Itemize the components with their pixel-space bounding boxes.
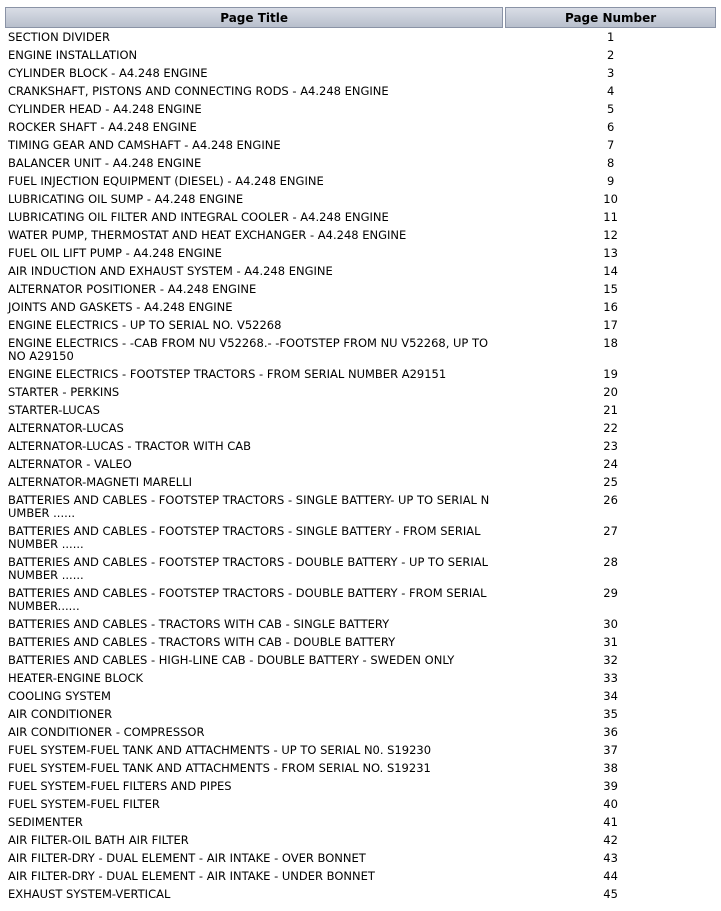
page-number-cell: 41	[603, 815, 618, 829]
column-header-page-title[interactable]: Page Title	[5, 7, 503, 28]
page-title-cell[interactable]: AIR CONDITIONER - COMPRESSOR	[8, 725, 205, 739]
page-title-cell[interactable]: STARTER-LUCAS	[8, 403, 100, 417]
table-row[interactable]	[5, 743, 716, 759]
page-number-cell: 16	[603, 300, 618, 314]
page-title-cell[interactable]: FUEL SYSTEM-FUEL TANK AND ATTACHMENTS - FROM SERIAL NO. S19231	[8, 761, 431, 775]
table-row[interactable]	[5, 156, 716, 172]
table-body	[5, 30, 716, 903]
page-title-cell[interactable]: ALTERNATOR POSITIONER - A4.248 ENGINE	[8, 282, 257, 296]
page-title-cell[interactable]: AIR INDUCTION AND EXHAUST SYSTEM - A4.248 ENGINE	[8, 264, 333, 278]
page-title-cell[interactable]: CRANKSHAFT, PISTONS AND CONNECTING RODS - A4.248 ENGINE	[8, 84, 389, 98]
page-title-cell[interactable]: BALANCER UNIT - A4.248 ENGINE	[8, 156, 202, 170]
table-row[interactable]	[5, 138, 716, 154]
page-number-cell: 10	[603, 192, 618, 206]
page-title-cell[interactable]: SECTION DIVIDER	[8, 30, 110, 44]
table-row[interactable]	[5, 228, 716, 244]
page-title-cell[interactable]: BATTERIES AND CABLES - FOOTSTEP TRACTORS - DOUBLE BATTERY - FROM SERIAL NUMBER......	[8, 586, 487, 613]
table-row[interactable]	[5, 210, 716, 226]
table-row[interactable]	[5, 797, 716, 813]
page-title-cell[interactable]: ENGINE INSTALLATION	[8, 48, 138, 62]
table-row[interactable]	[5, 555, 716, 584]
page-number-cell: 33	[603, 671, 618, 685]
page-number-cell: 30	[603, 617, 618, 631]
table-row[interactable]	[5, 385, 716, 401]
page-number-cell: 35	[603, 707, 618, 721]
page-title-cell[interactable]: STARTER - PERKINS	[8, 385, 120, 399]
page-number-cell: 13	[603, 246, 618, 260]
table-row[interactable]	[5, 653, 716, 669]
page-number-cell: 43	[603, 851, 618, 865]
page-number-cell: 24	[603, 457, 618, 471]
page-number-cell: 26	[603, 493, 618, 507]
table-row[interactable]	[5, 671, 716, 687]
page-title-cell[interactable]: FUEL SYSTEM-FUEL TANK AND ATTACHMENTS - UP TO SERIAL N0. S19230	[8, 743, 432, 757]
table-row[interactable]	[5, 367, 716, 383]
page-title-cell[interactable]: AIR FILTER-OIL BATH AIR FILTER	[8, 833, 189, 847]
table-row[interactable]	[5, 192, 716, 208]
column-header-page-number[interactable]: Page Number	[505, 7, 716, 28]
page-number-cell: 5	[606, 102, 615, 116]
page-number-cell: 22	[603, 421, 618, 435]
page-number-cell: 45	[603, 887, 618, 901]
page-title-cell[interactable]: FUEL SYSTEM-FUEL FILTER	[8, 797, 160, 811]
page-title-cell[interactable]: LUBRICATING OIL FILTER AND INTEGRAL COOLER - A4.248 ENGINE	[8, 210, 389, 224]
table-row[interactable]	[5, 403, 716, 419]
table-row[interactable]	[5, 48, 716, 64]
page-number-cell: 38	[603, 761, 618, 775]
page-number-cell: 14	[603, 264, 618, 278]
page-title-cell[interactable]: BATTERIES AND CABLES - FOOTSTEP TRACTORS - SINGLE BATTERY- UP TO SERIAL N UMBER ......	[8, 493, 490, 520]
page-title-cell[interactable]: AIR FILTER-DRY - DUAL ELEMENT - AIR INTAKE - OVER BONNET	[8, 851, 366, 865]
table-row[interactable]	[5, 336, 716, 365]
page-title-cell[interactable]: BATTERIES AND CABLES - HIGH-LINE CAB - DOUBLE BATTERY - SWEDEN ONLY	[8, 653, 455, 667]
page-title-cell[interactable]: JOINTS AND GASKETS - A4.248 ENGINE	[8, 300, 233, 314]
table-row[interactable]	[5, 475, 716, 491]
table-row[interactable]	[5, 779, 716, 795]
table-row[interactable]	[5, 869, 716, 885]
page-number-cell: 23	[603, 439, 618, 453]
page-title-cell[interactable]: EXHAUST SYSTEM-VERTICAL	[8, 887, 171, 901]
table-row[interactable]	[5, 586, 716, 615]
page-number-cell: 3	[606, 66, 615, 80]
table-row[interactable]	[5, 246, 716, 262]
page-title-cell[interactable]: COOLING SYSTEM	[8, 689, 111, 703]
table-row[interactable]	[5, 120, 716, 136]
page-title-cell[interactable]: WATER PUMP, THERMOSTAT AND HEAT EXCHANGER - A4.248 ENGINE	[8, 228, 407, 242]
page-number-cell: 12	[603, 228, 618, 242]
page-title-cell[interactable]: FUEL INJECTION EQUIPMENT (DIESEL) - A4.248 ENGINE	[8, 174, 324, 188]
table-row[interactable]	[5, 66, 716, 82]
page-title-cell[interactable]: BATTERIES AND CABLES - TRACTORS WITH CAB - SINGLE BATTERY	[8, 617, 390, 631]
table-row[interactable]	[5, 102, 716, 118]
table-row[interactable]	[5, 689, 716, 705]
page-number-cell: 11	[603, 210, 618, 224]
page-title-cell[interactable]: ENGINE ELECTRICS - -CAB FROM NU V52268.- -FOOTSTEP FROM NU V52268, UP TO NO A29150	[8, 336, 489, 363]
page-number-cell: 2	[606, 48, 615, 62]
page-number-cell: 9	[606, 174, 615, 188]
page-number-cell: 21	[603, 403, 618, 417]
page-number-cell: 39	[603, 779, 618, 793]
page-number-cell: 42	[603, 833, 618, 847]
table-row[interactable]	[5, 707, 716, 723]
page-title-cell[interactable]: AIR FILTER-DRY - DUAL ELEMENT - AIR INTAKE - UNDER BONNET	[8, 869, 375, 883]
table-row[interactable]	[5, 84, 716, 100]
page-title-cell[interactable]: SEDIMENTER	[8, 815, 83, 829]
page-title-cell[interactable]: AIR CONDITIONER	[8, 707, 113, 721]
page-title-cell[interactable]: TIMING GEAR AND CAMSHAFT - A4.248 ENGINE	[8, 138, 281, 152]
page-number-cell: 20	[603, 385, 618, 399]
page-number-cell: 7	[606, 138, 615, 152]
page-number-cell: 40	[603, 797, 618, 811]
page-title-cell[interactable]: FUEL OIL LIFT PUMP - A4.248 ENGINE	[8, 246, 222, 260]
page-title-cell[interactable]: CYLINDER BLOCK - A4.248 ENGINE	[8, 66, 208, 80]
page-number-cell: 4	[606, 84, 615, 98]
page-number-cell: 34	[603, 689, 618, 703]
page-number-cell: 1	[606, 30, 615, 44]
page-title-cell[interactable]: ALTERNATOR-MAGNETI MARELLI	[8, 475, 192, 489]
page-number-cell: 44	[603, 869, 618, 883]
page-title-cell[interactable]: ALTERNATOR - VALEO	[8, 457, 132, 471]
page-title-cell[interactable]: ENGINE ELECTRICS - FOOTSTEP TRACTORS - FROM SERIAL NUMBER A29151	[8, 367, 447, 381]
page-number-cell: 32	[603, 653, 618, 667]
table-row[interactable]	[5, 264, 716, 280]
page-index-table	[3, 5, 718, 905]
page-number-cell: 6	[606, 120, 615, 134]
table-row[interactable]	[5, 439, 716, 455]
table-row[interactable]	[5, 318, 716, 334]
page-number-cell: 18	[603, 336, 618, 350]
table-row[interactable]	[5, 421, 716, 437]
table-row[interactable]	[5, 457, 716, 473]
table-header-row	[5, 7, 716, 28]
page-number-cell: 36	[603, 725, 618, 739]
page-title-cell[interactable]: FUEL SYSTEM-FUEL FILTERS AND PIPES	[8, 779, 232, 793]
table-row[interactable]	[5, 524, 716, 553]
table-row[interactable]	[5, 300, 716, 316]
table-row[interactable]	[5, 761, 716, 777]
page-title-cell[interactable]: HEATER-ENGINE BLOCK	[8, 671, 144, 685]
page-title-cell[interactable]: ALTERNATOR-LUCAS	[8, 421, 124, 435]
page-title-cell[interactable]: CYLINDER HEAD - A4.248 ENGINE	[8, 102, 202, 116]
page-number-cell: 17	[603, 318, 618, 332]
page-title-cell[interactable]: BATTERIES AND CABLES - FOOTSTEP TRACTORS - SINGLE BATTERY - FROM SERIAL NUMBER ......	[8, 524, 481, 551]
page-number-cell: 19	[603, 367, 618, 381]
page-number-cell: 29	[603, 586, 618, 600]
page-title-cell[interactable]: ROCKER SHAFT - A4.248 ENGINE	[8, 120, 197, 134]
page-number-cell: 8	[606, 156, 615, 170]
table-row[interactable]	[5, 887, 716, 903]
page-title-cell[interactable]: BATTERIES AND CABLES - TRACTORS WITH CAB - DOUBLE BATTERY	[8, 635, 396, 649]
table-row[interactable]	[5, 174, 716, 190]
table-row[interactable]	[5, 851, 716, 867]
page-title-cell[interactable]: LUBRICATING OIL SUMP - A4.248 ENGINE	[8, 192, 244, 206]
page-title-cell[interactable]: BATTERIES AND CABLES - FOOTSTEP TRACTORS - DOUBLE BATTERY - UP TO SERIAL NUMBER ......	[8, 555, 488, 582]
table-row[interactable]	[5, 282, 716, 298]
page-title-cell[interactable]: ENGINE ELECTRICS - UP TO SERIAL NO. V52268	[8, 318, 282, 332]
page-title-cell[interactable]: ALTERNATOR-LUCAS - TRACTOR WITH CAB	[8, 439, 252, 453]
table-row[interactable]	[5, 833, 716, 849]
table-row[interactable]	[5, 725, 716, 741]
page-number-cell: 25	[603, 475, 618, 489]
table-row[interactable]	[5, 493, 716, 522]
page-number-cell: 28	[603, 555, 618, 569]
table-row[interactable]	[5, 635, 716, 651]
page-number-cell: 15	[603, 282, 618, 296]
page-number-cell: 37	[603, 743, 618, 757]
table-row[interactable]	[5, 30, 716, 46]
table-row[interactable]	[5, 617, 716, 633]
page-number-cell: 31	[603, 635, 618, 649]
table-row[interactable]	[5, 815, 716, 831]
page-number-cell: 27	[603, 524, 618, 538]
